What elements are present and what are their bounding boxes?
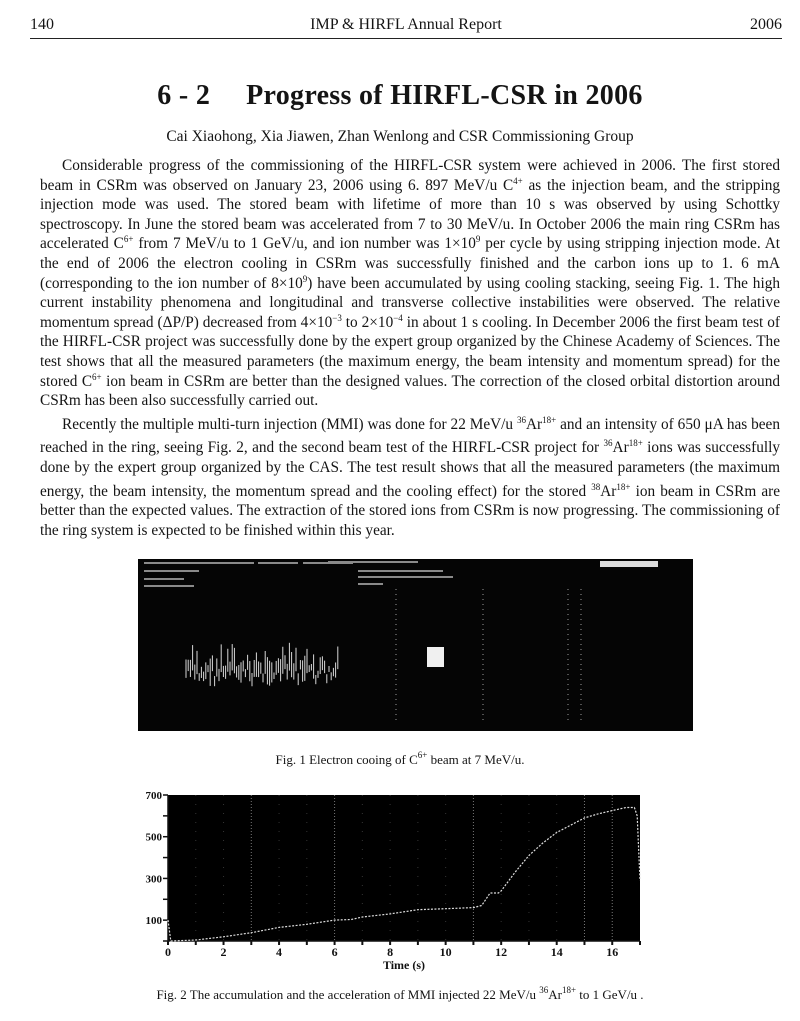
x-tick-label: 10 bbox=[439, 945, 452, 959]
y-tick-label: 500 bbox=[145, 831, 162, 844]
cursor-marker bbox=[427, 647, 444, 667]
exponent: −4 bbox=[393, 312, 403, 323]
caption-text: Fig. 1 Electron cooing of C bbox=[275, 752, 418, 767]
y-tick-label: 300 bbox=[145, 873, 162, 886]
status-text-line bbox=[358, 570, 443, 572]
page-number: 140 bbox=[30, 16, 54, 33]
status-text-line bbox=[144, 578, 184, 580]
paragraph-1 bbox=[40, 156, 780, 411]
accumulation-chart bbox=[130, 785, 690, 975]
caption-text: beam at 7 MeV/u. bbox=[427, 752, 525, 767]
text-run: in about 1 s cooling. In December 2006 the first beam test of the HIRFL-CSR project was successfully done by the expert group organized by the Chinese Academy of Sciences. The test shows that all the measured parameters (the maximum energy, the beam intensity and momentum spread) for the stored C bbox=[40, 313, 781, 390]
mass-number: 36 bbox=[603, 438, 613, 449]
x-axis-label: Time (s) bbox=[382, 958, 426, 972]
article-body bbox=[40, 156, 780, 540]
y-axis bbox=[146, 790, 169, 941]
x-tick-label: 6 bbox=[331, 945, 338, 959]
mass-number: 38 bbox=[591, 481, 601, 492]
title-text: Progress of HIRFL-CSR in 2006 bbox=[246, 80, 643, 111]
text-run: as the injection beam, and the stripping injection mode was used. The stored beam with lifetime of more than 10 s was observed by using Schottky spectroscopy. In June the stored beam was accelerated from 7 to 30 MeV/u. In October 2006 the main ring CSRm has accelerated C bbox=[40, 176, 781, 253]
mass-number: 36 bbox=[539, 985, 549, 995]
status-text-line bbox=[144, 562, 254, 564]
text-run: ion beam in CSRm are better than the expected values. The extraction of the stored ions from CSRm is now progressing. The commissioning of the ring system is expected to be finished within this year. bbox=[40, 482, 780, 539]
charge-state: 18+ bbox=[542, 414, 557, 425]
caption-text: to 1 GeV/u . bbox=[576, 987, 644, 1002]
caption-text: Fig. 2 The accumulation and the acceleration of MMI injected 22 MeV/u bbox=[156, 987, 540, 1002]
x-tick-label: 8 bbox=[387, 945, 394, 959]
charge-state: 18+ bbox=[628, 438, 643, 449]
status-text-line bbox=[258, 562, 298, 564]
figure-1-schottky-screenshot bbox=[138, 559, 693, 731]
element-symbol: Ar bbox=[600, 482, 617, 500]
section-number: 6 - 2 bbox=[157, 80, 211, 111]
charge-state: 4+ bbox=[513, 175, 523, 186]
text-run: and an intensity of 650 μA has been reached in the ring, seeing Fig. 2, and the second beam test of the HIRFL-CSR project for bbox=[40, 415, 780, 457]
display-badge bbox=[600, 561, 658, 567]
text-run: ion beam in CSRm are better than the designed values. The correction of the closed orbital distortion around CSRm has been also successfully carried out. bbox=[40, 372, 780, 410]
paragraph-2 bbox=[40, 411, 780, 541]
author-list: Cai Xiaohong, Xia Jiawen, Zhan Wenlong and CSR Commissioning Group bbox=[166, 128, 634, 145]
schottky-spectrum-display bbox=[138, 559, 693, 731]
x-axis bbox=[165, 941, 640, 959]
text-run: per cycle by using stripping injection mode. At the end of 2006 the electron cooling in CSRm was successfully finished and the carbon ions up to 1. 6 mA (corresponding to the ion number of 8×10 bbox=[40, 235, 780, 292]
article-title bbox=[0, 80, 800, 112]
charge-state: 6+ bbox=[417, 750, 428, 760]
status-text-line bbox=[328, 561, 418, 563]
charge-state: 18+ bbox=[561, 985, 577, 995]
x-tick-label: 2 bbox=[220, 945, 227, 959]
text-run: ) have been accumulated by using cooling stacking, seeing Fig. 1. The high current instability phenomena and longitudinal and transverse collective instabilities were observed. The relative momentum spread (ΔP/P) decreased from 4×10 bbox=[40, 274, 780, 331]
x-tick-label: 14 bbox=[550, 945, 563, 959]
plot-area bbox=[168, 795, 640, 941]
exponent: 9 bbox=[475, 234, 481, 245]
mass-number: 36 bbox=[516, 414, 526, 425]
y-tick-label: 100 bbox=[145, 915, 162, 928]
element-symbol: Ar bbox=[612, 439, 629, 457]
x-tick-label: 12 bbox=[495, 945, 508, 959]
status-text-line bbox=[358, 576, 453, 578]
charge-state: 6+ bbox=[123, 234, 134, 245]
exponent: 9 bbox=[302, 273, 308, 284]
figure-2-chart bbox=[130, 785, 690, 975]
text-run: Recently the multiple multi-turn injection (MMI) was done for 22 MeV/u bbox=[62, 415, 517, 433]
journal-name: IMP & HIRFL Annual Report bbox=[310, 16, 502, 33]
y-tick-label: 700 bbox=[145, 790, 162, 802]
running-header bbox=[30, 8, 782, 39]
report-year: 2006 bbox=[750, 16, 782, 33]
x-tick-label: 16 bbox=[606, 945, 619, 959]
element-symbol: Ar bbox=[548, 987, 562, 1002]
text-run: to 2×10 bbox=[341, 313, 394, 331]
figure-1-caption bbox=[0, 752, 800, 768]
text-run: ions was successfully done by the expert group organized by the CAS. The test result shows that all the measured parameters (the maximum energy, the beam intensity, the momentum spread and the cooling effect) for the stored bbox=[40, 439, 781, 500]
x-tick-label: 0 bbox=[165, 945, 171, 959]
x-tick-label: 4 bbox=[276, 945, 283, 959]
charge-state: 18+ bbox=[616, 481, 631, 492]
status-text-line bbox=[144, 570, 199, 572]
charge-state: 6+ bbox=[92, 371, 102, 382]
status-text-line bbox=[144, 585, 194, 587]
element-symbol: Ar bbox=[525, 415, 543, 433]
text-run: Considerable progress of the commissioning of the HIRFL-CSR system were achieved in 2006. The first stored beam in CSRm was observed on January 23, 2006 using 6. 897 MeV/u C bbox=[40, 157, 780, 194]
figure-2-caption bbox=[0, 985, 800, 1003]
text-run: from 7 MeV/u to 1 GeV/u, and ion number was 1×10 bbox=[133, 235, 476, 253]
status-text-line bbox=[358, 583, 383, 585]
exponent: −3 bbox=[332, 312, 342, 323]
